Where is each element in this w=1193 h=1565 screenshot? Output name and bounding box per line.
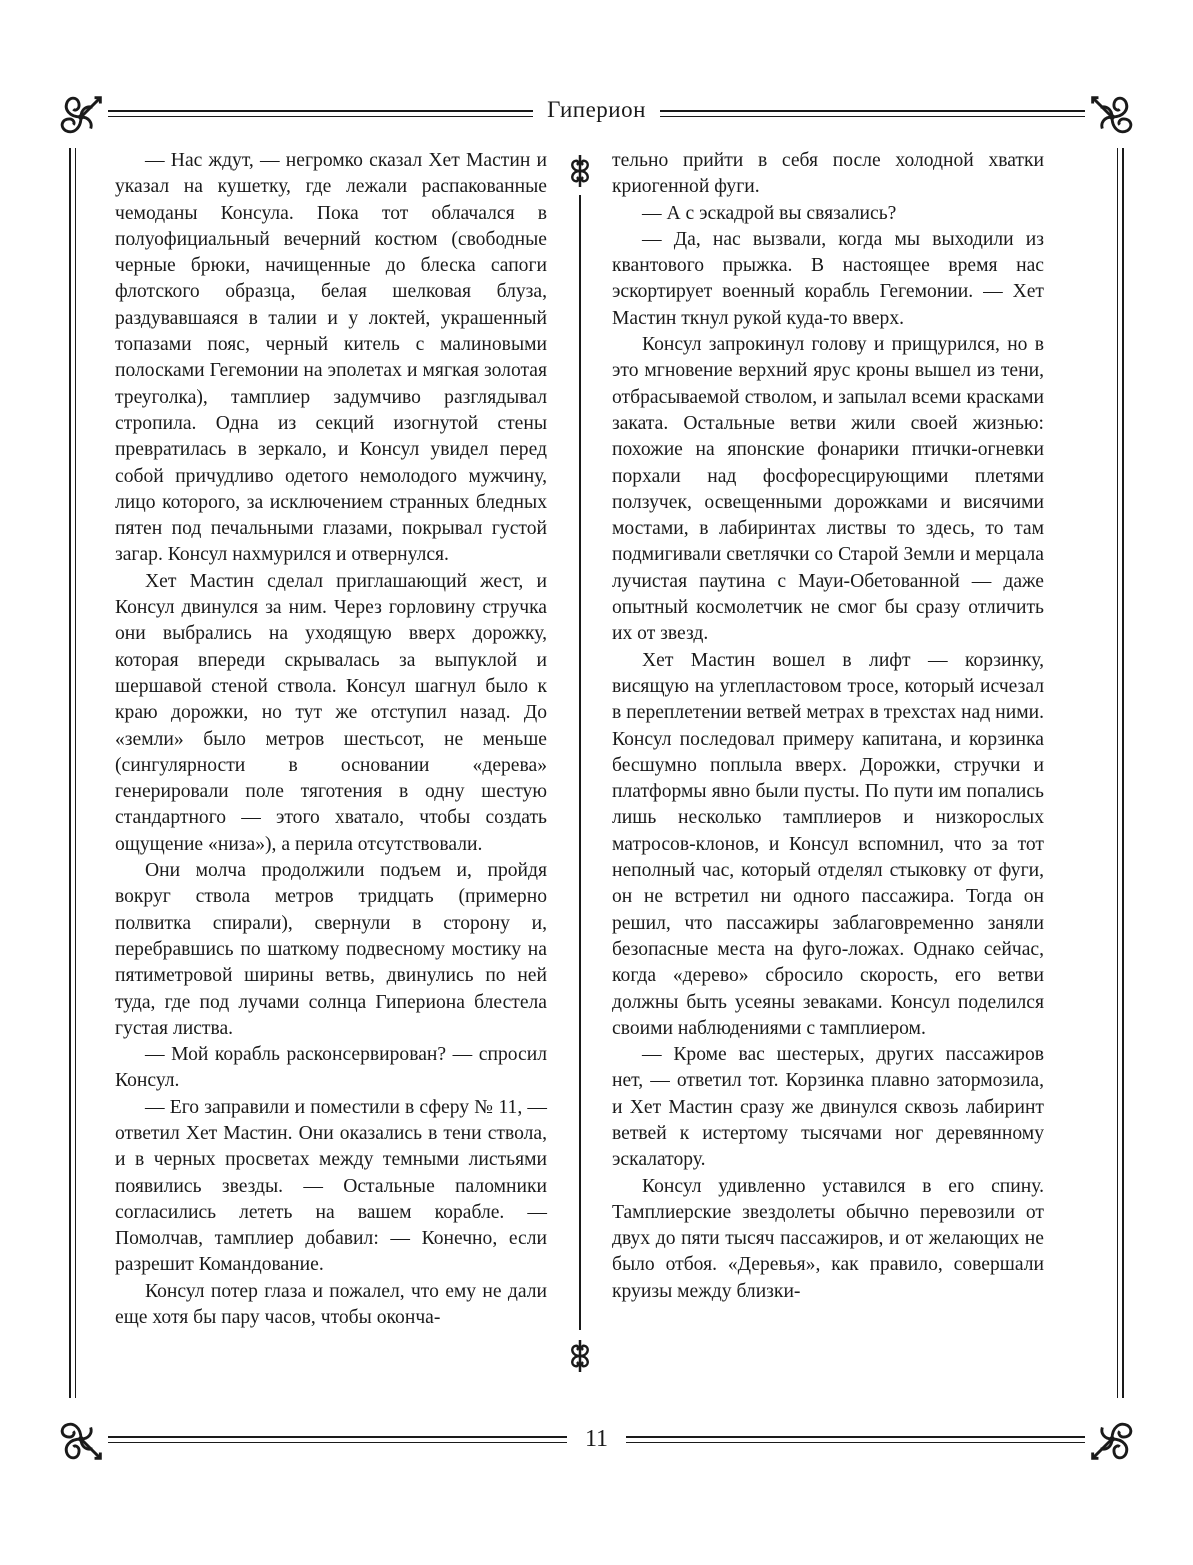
paragraph: Они молча продолжили подъем и, пройдя вокруг ствола метров тридцать (примерно полвитка спирали), свернули в сторону и, перебравшись по шаткому подвесному мостику на пятиметровой ширины ветвь, двинулись по ней туда, где под лучами солнца Гипериона блестела густая листва. — [115, 860, 547, 1039]
frame-left-line-outer — [69, 148, 71, 1398]
paragraph: — Нас ждут, — негромко сказал Хет Мастин и указал на кушетку, где лежали распакованные чемоданы Консула. Пока тот облачался в полуофициальный вечерний костюм (свободные черные брюки, начищенные до блеска сапоги флотского образца, белая шелковая блуза, раздувавшаяся в талии и у локтей, украшенный топазами пояс, черный китель с малиновыми полосками Гегемонии на эполетах и мягкая золотая треуголка), тамплиер задумчиво разглядывал стропила. Одна из секций изогнутой стены превратилась в зеркало, и Консул увидел перед собой причудливо одетого немолодого мужчину, лицо которого, за исключением странных бледных пятен под печальными глазами, покрывал густой загар. Консул нахмурился и отвернулся. — [115, 150, 547, 566]
page-title: Гиперион — [533, 97, 660, 122]
frame-left-line-inner — [75, 148, 76, 1398]
paragraph: Хет Мастин сделал приглашающий жест, и Консул двинулся за ним. Через горловину стручка они выбрались на уходящую вверх дорожку, которая впереди скрывалась за выпуклой и шершавой стеной ствола. Консул шагнул было к краю дорожки, но тут же отступил назад. До «земли» было метров шестьсот, не меньше (сингулярности в основании «дерева» генерировали поле тяготения в одну шестую стандартного — этого хватало, чтобы создать ощущение «низа»), а перила отсутствовали. — [115, 570, 547, 855]
paragraph: Консул потер глаза и пожалел, что ему не дали еще хотя бы пару часов, чтобы оконча- — [115, 1280, 547, 1329]
column-ornament-top-icon — [567, 153, 593, 189]
paragraph: — Его заправили и поместили в сферу № 11, — ответил Хет Мастин. Они оказались в тени ствола, и в черных просветах между темными листьями появились звезды. — Остальные паломники согласились лететь на вашем корабле. — Помолчав, тамплиер добавил: — Конечно, если разрешит Командование. — [115, 1096, 547, 1276]
frame-top-line-outer — [108, 110, 1085, 112]
text-column-right — [612, 148, 1044, 1305]
column-ornament-bottom-icon — [567, 1338, 593, 1374]
paragraph: — Мой корабль расконсервирован? — спросил Консул. — [115, 1044, 547, 1092]
paragraph: Хет Мастин вошел в лифт — корзинку, висящую на углепластовом тросе, который исчезал в переплетении ветвей метрах в трехстах над ними. Консул последовал примеру капитана, и корзинка бесшумно поплыла вверх. Дорожки, стручки и платформы явно были пусты. По пути им попались лишь несколько тамплиеров и низкорослых матросов-клонов, и Консул вспомнил, что за тот неполный час, который отделял стыковку от фуги, он не встретил ни одного пассажира. Тогда он решил, что пассажиры заблаговременно заняли безопасные места на фуго-ложах. Однако сейчас, когда «дерево» сбросило скорость, его ветви должны быть усеяны зеваками. Консул поделился своими наблюдениями с тамплиером. — [612, 649, 1044, 1039]
page-number: 11 — [567, 1426, 626, 1452]
frame-right-line-outer — [1122, 148, 1124, 1398]
corner-ornament-top-right-icon — [1083, 88, 1141, 146]
paragraph: Консул удивленно уставился в его спину. Тамплиерские звездолеты обычно перевозили от двух до пяти тысяч пассажиров, и от желающих не было отбоя. «Деревья», как правило, совершали круизы между близки- — [612, 1175, 1044, 1302]
paragraph: — Да, нас вызвали, когда мы выходили из квантового прыжка. В настоящее время нас эскортирует военный корабль Гегемонии. — Хет Мастин ткнул рукой куда-то вверх. — [612, 228, 1044, 329]
paragraph-continuation: тельно прийти в себя после холодной хватки криогенной фуги. — [612, 150, 1044, 198]
column-divider-line — [579, 195, 581, 1330]
corner-ornament-top-left-icon — [52, 88, 110, 146]
page-number-footer — [0, 1426, 1193, 1453]
paragraph: Консул запрокинул голову и прищурился, но в это мгновение верхний ярус кроны вышел из тени, отбрасываемой стволом, и запылал всеми красками заката. Остальные ветви жили своей жизнью: похожие на японские фонарики птички-огневки порхали над фосфоресцирующими плетями ползучек, освещенными дорожками и висячими мостами, в лабиринтах листвы то здесь, то там подмигивали светлячки со Старой Земли и мерцала лучистая паутина с Мауи-Обетованной — даже опытный космолетчик не смог бы сразу отличить их от звезд. — [612, 334, 1044, 645]
frame-right-line-inner — [1117, 148, 1118, 1398]
paragraph: — А с эскадрой вы связались? — [642, 202, 897, 224]
text-column-left — [115, 148, 547, 1331]
frame-top-line-inner — [108, 116, 1085, 117]
paragraph: — Кроме вас шестерых, других пассажиров нет, — ответил тот. Корзинка плавно затормозила, и Хет Мастин сразу же двинулся сквозь лабиринт ветвей к истертому тысячами ног деревянному эскалатору. — [612, 1044, 1044, 1171]
